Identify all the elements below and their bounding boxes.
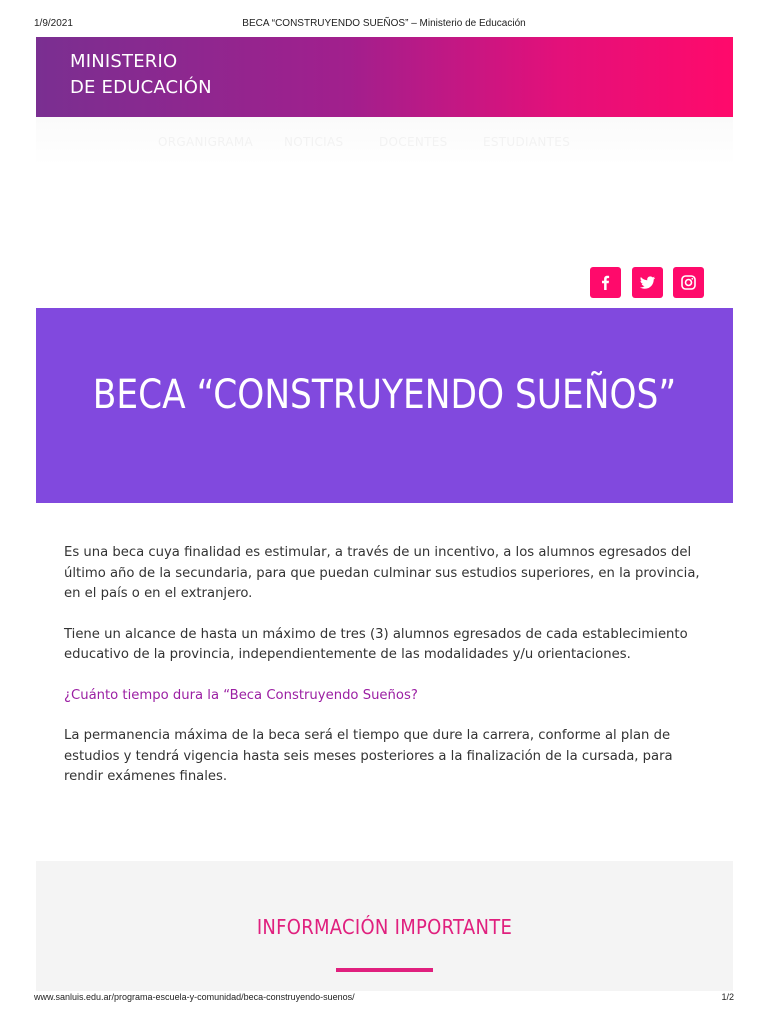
facebook-icon (597, 274, 614, 291)
twitter-icon (639, 274, 656, 291)
nav-item-estudiantes[interactable]: ESTUDIANTES (483, 135, 571, 149)
site-header (36, 37, 733, 117)
info-section (36, 861, 733, 991)
twitter-button[interactable] (632, 267, 663, 298)
print-header (0, 18, 768, 32)
ministry-logo[interactable] (70, 49, 212, 101)
info-section-title: INFORMACIÓN IMPORTANTE (256, 915, 513, 939)
info-section-divider (336, 968, 433, 972)
logo-line-1: MINISTERIO (70, 51, 178, 72)
print-url: www.sanluis.edu.ar/programa-escuela-y-comunidad/beca-construyendo-suenos/ (34, 992, 355, 1002)
paragraph-duration: La permanencia máxima de la beca será el tiempo que dure la carrera, conforme al plan de estudios y tendrá vigencia hasta seis meses posteriores a la finalización de la cursada, para rendir exámenes finales. (64, 728, 673, 784)
print-page-number: 1/2 (721, 992, 734, 1002)
hero-banner (36, 308, 733, 503)
facebook-button[interactable] (590, 267, 621, 298)
section-subtitle: ¿Cuánto tiempo dura la “Beca Construyendo Sueños? (64, 687, 418, 703)
print-title: BECA “CONSTRUYENDO SUEÑOS” – Ministerio de Educación (242, 18, 526, 29)
paragraph-description: Es una beca cuya finalidad es estimular, a través de un incentivo, a los alumnos egresados del último año de la secundaria, para que puedan culminar sus estudios superiores, en la provincia, en el país o en el extranjero. (64, 545, 700, 601)
page-title: BECA “CONSTRUYENDO SUEÑOS” (92, 372, 677, 418)
article-content (64, 543, 714, 808)
instagram-button[interactable] (673, 267, 704, 298)
nav-item-organigrama[interactable]: ORGANIGRAMA (158, 135, 254, 149)
print-date: 1/9/2021 (34, 18, 73, 29)
main-nav (36, 117, 733, 165)
instagram-icon (680, 274, 697, 291)
print-footer (0, 992, 768, 1006)
nav-item-docentes[interactable]: DOCENTES (379, 135, 448, 149)
nav-item-noticias[interactable]: NOTICIAS (284, 135, 344, 149)
paragraph-scope: Tiene un alcance de hasta un máximo de tres (3) alumnos egresados de cada establecimiento educativo de la provincia, independientemente de las modalidades y/u orientaciones. (64, 626, 688, 662)
logo-line-2: DE EDUCACIÓN (70, 77, 212, 98)
